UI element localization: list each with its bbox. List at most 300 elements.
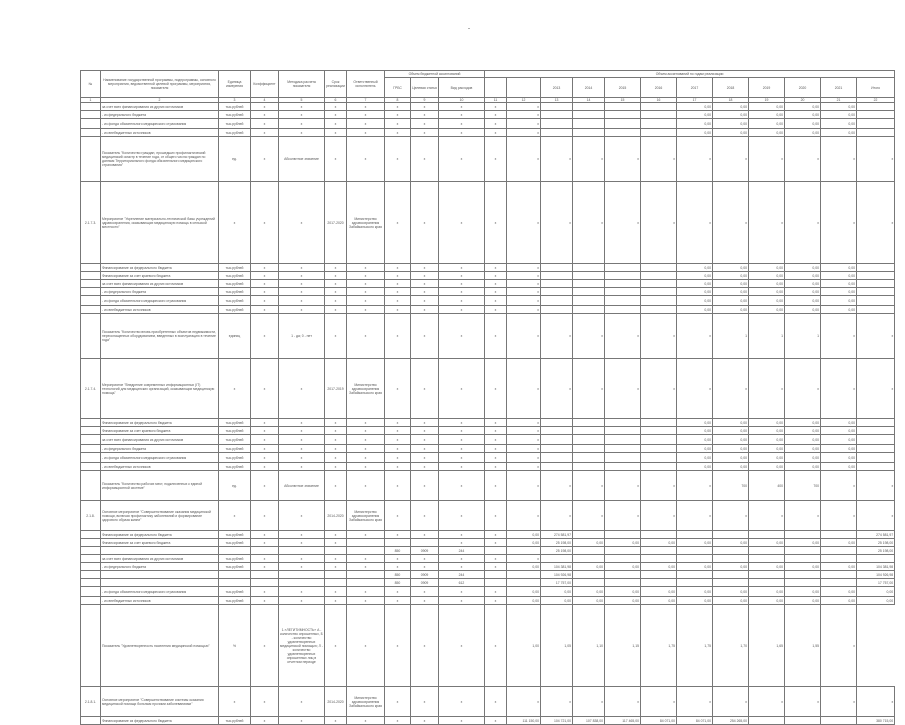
column-index-cell: 2	[101, 98, 219, 103]
table-cell: х	[325, 280, 347, 288]
table-cell: 0909	[411, 571, 439, 579]
table-cell: х	[485, 471, 507, 501]
table-cell: х	[279, 419, 325, 427]
table-cell: 0,00	[821, 280, 857, 288]
table-cell: х	[325, 531, 347, 539]
table-row	[81, 471, 895, 501]
table-cell: 104 381,98	[857, 563, 895, 571]
table-cell: х	[251, 587, 279, 597]
table-cell: х	[857, 314, 895, 359]
table-cell: х	[411, 264, 439, 272]
table-cell: х	[485, 296, 507, 306]
table-cell: 1,05	[541, 605, 573, 687]
row-number-cell	[81, 463, 101, 471]
table-cell: х	[347, 419, 385, 427]
table-cell: 0,00	[749, 272, 785, 280]
table-cell: 0,00	[785, 111, 821, 119]
table-cell	[821, 547, 857, 555]
table-cell	[605, 119, 641, 129]
table-cell	[541, 280, 573, 288]
row-number-cell	[81, 103, 101, 111]
table-cell: 0,00	[857, 597, 895, 605]
table-cell: х	[325, 296, 347, 306]
table-cell: х	[279, 129, 325, 137]
table-cell	[605, 453, 641, 463]
table-cell: х	[507, 687, 541, 717]
table-cell: х	[439, 563, 485, 571]
table-cell: х	[507, 463, 541, 471]
table-cell: тыс.рублей	[219, 272, 251, 280]
table-cell	[573, 129, 605, 137]
table-cell: х	[677, 471, 713, 501]
row-name-cell: Показатель "Удовлетворенность населения медицинской помощью"	[101, 605, 219, 687]
table-cell: 1,75	[677, 605, 713, 687]
table-cell: 0,00	[821, 272, 857, 280]
table-cell: х	[325, 272, 347, 280]
table-cell	[605, 531, 641, 539]
table-cell: х	[785, 137, 821, 182]
table-cell: х	[347, 288, 385, 296]
table-cell: х	[325, 453, 347, 463]
table-cell	[411, 539, 439, 547]
table-cell	[325, 547, 347, 555]
table-cell	[641, 571, 677, 579]
table-cell: 274 581,97	[857, 531, 895, 539]
page-marker: -	[468, 26, 470, 32]
table-row	[81, 605, 895, 687]
table-cell: х	[279, 264, 325, 272]
table-cell: х	[507, 501, 541, 531]
table-cell: 0,00	[785, 445, 821, 453]
table-row	[81, 435, 895, 445]
table-cell: 700	[785, 471, 821, 501]
table-cell: х	[251, 314, 279, 359]
table-cell	[573, 296, 605, 306]
table-cell: х	[251, 103, 279, 111]
table-cell: тыс.рублей	[219, 539, 251, 547]
table-cell	[573, 280, 605, 288]
row-number-cell	[81, 587, 101, 597]
table-cell	[347, 547, 385, 555]
table-row	[81, 182, 895, 264]
table-cell: х	[411, 137, 439, 182]
table-cell: х	[385, 445, 411, 453]
table-cell: 0,00	[713, 103, 749, 111]
table-cell	[485, 571, 507, 579]
table-cell: Абсолютное значение	[279, 137, 325, 182]
table-cell: х	[713, 687, 749, 717]
table-cell: х	[507, 272, 541, 280]
table-cell	[605, 288, 641, 296]
row-name-cell: - из фонда обязательного медицинского страхования	[101, 119, 219, 129]
table-cell: х	[251, 687, 279, 717]
table-cell	[641, 419, 677, 427]
table-cell: 0,00	[713, 264, 749, 272]
table-cell: 1,55	[785, 605, 821, 687]
table-cell: х	[485, 119, 507, 129]
table-cell: 0,00	[713, 129, 749, 137]
table-cell: тыс.рублей	[219, 717, 251, 725]
table-row	[81, 111, 895, 119]
table-cell: х	[251, 471, 279, 501]
table-cell: х	[507, 314, 541, 359]
row-name-cell: - из фонда обязательного медицинского страхования	[101, 453, 219, 463]
table-cell: х	[411, 463, 439, 471]
table-cell: х	[279, 597, 325, 605]
table-cell	[573, 264, 605, 272]
table-cell: х	[385, 137, 411, 182]
table-cell: х	[347, 435, 385, 445]
table-cell: х	[541, 359, 573, 419]
table-cell: х	[385, 687, 411, 717]
row-number-cell	[81, 272, 101, 280]
row-number-cell	[81, 296, 101, 306]
table-cell: 0,00	[821, 587, 857, 597]
table-cell	[605, 103, 641, 111]
table-cell: х	[411, 563, 439, 571]
table-cell	[507, 579, 541, 587]
table-cell	[641, 306, 677, 314]
table-cell: 0,00	[785, 103, 821, 111]
table-cell: х	[411, 419, 439, 427]
table-cell	[605, 571, 641, 579]
table-cell: х	[439, 306, 485, 314]
table-cell: 0,00	[821, 563, 857, 571]
table-cell: 0,00	[749, 111, 785, 119]
table-cell: х	[279, 182, 325, 264]
table-cell: 0,00	[713, 119, 749, 129]
table-cell: 0,00	[507, 531, 541, 539]
row-name-cell: Финансирование за счет краевого бюджета	[101, 539, 219, 547]
table-cell: х	[507, 471, 541, 501]
table-body	[81, 103, 895, 725]
table-cell: х	[385, 288, 411, 296]
table-cell: тыс.рублей	[219, 555, 251, 563]
table-cell: х	[251, 445, 279, 453]
table-cell	[573, 555, 605, 563]
table-cell	[641, 119, 677, 129]
table-cell: 0,00	[605, 539, 641, 547]
table-cell: х	[485, 182, 507, 264]
table-cell: х	[485, 359, 507, 419]
table-cell: 0,00	[677, 272, 713, 280]
table-cell: х	[411, 103, 439, 111]
header-unit: Единица измерения	[219, 71, 251, 98]
table-cell	[857, 555, 895, 563]
table-cell	[507, 547, 541, 555]
table-cell: х	[677, 314, 713, 359]
table-cell: х	[347, 445, 385, 453]
table-cell: 700	[713, 471, 749, 501]
table-cell: х	[507, 445, 541, 453]
table-cell	[749, 717, 785, 725]
table-cell: тыс.рублей	[219, 427, 251, 435]
row-number-cell	[81, 571, 101, 579]
table-cell	[279, 571, 325, 579]
table-cell	[605, 272, 641, 280]
table-cell: х	[485, 306, 507, 314]
table-row	[81, 419, 895, 427]
table-cell: х	[485, 111, 507, 119]
table-cell: х	[573, 687, 605, 717]
header-coef: Коэффициент	[251, 71, 279, 98]
column-index-cell: 22	[857, 98, 895, 103]
table-cell: 104 926,98	[857, 571, 895, 579]
table-cell: х	[439, 471, 485, 501]
table-cell	[641, 453, 677, 463]
table-cell	[641, 427, 677, 435]
table-cell: х	[439, 314, 485, 359]
table-cell: 1	[713, 314, 749, 359]
table-cell: х	[439, 111, 485, 119]
table-cell	[541, 555, 573, 563]
table-cell: х	[439, 427, 485, 435]
table-cell: х	[507, 419, 541, 427]
table-cell: 0,00	[821, 111, 857, 119]
table-cell: 0,00	[821, 296, 857, 306]
table-cell	[641, 445, 677, 453]
table-cell: х	[507, 359, 541, 419]
table-cell: 0,00	[785, 264, 821, 272]
table-cell	[677, 531, 713, 539]
table-cell: х	[251, 555, 279, 563]
table-cell: 1-«ЛЕГИТИМНОСТЬ» А - количество опрошенных, Б - количество удовлетворенных медицинской помощью; Л - количество удовлетворенных опрошенных лиц в отчетном периоде	[279, 605, 325, 687]
table-cell	[385, 539, 411, 547]
row-number-cell	[81, 435, 101, 445]
header-spacer	[507, 78, 541, 98]
table-cell: х	[251, 463, 279, 471]
table-cell	[541, 453, 573, 463]
table-cell: х	[411, 129, 439, 137]
table-cell: х	[411, 272, 439, 280]
table-cell	[677, 579, 713, 587]
column-index-cell: 18	[713, 98, 749, 103]
table-cell	[573, 435, 605, 445]
table-cell	[641, 129, 677, 137]
table-cell: х	[573, 314, 605, 359]
table-cell	[573, 571, 605, 579]
table-cell: х	[485, 103, 507, 111]
row-number-cell	[81, 717, 101, 725]
table-cell	[821, 579, 857, 587]
table-cell: х	[325, 137, 347, 182]
column-index-cell: 8	[385, 98, 411, 103]
table-cell: 0,00	[785, 129, 821, 137]
table-cell: х	[573, 359, 605, 419]
row-name-cell	[101, 547, 219, 555]
table-cell: х	[385, 111, 411, 119]
table-cell: 0,00	[713, 539, 749, 547]
table-cell: х	[347, 463, 385, 471]
table-cell: 0,00	[677, 539, 713, 547]
column-index-cell: 13	[541, 98, 573, 103]
table-row	[81, 137, 895, 182]
table-cell: х	[251, 280, 279, 288]
table-cell: х	[385, 471, 411, 501]
table-cell: х	[251, 597, 279, 605]
table-cell: х	[279, 531, 325, 539]
table-cell: 25 198,00	[857, 547, 895, 555]
table-cell: х	[411, 501, 439, 531]
table-cell: х	[325, 419, 347, 427]
table-cell	[219, 571, 251, 579]
table-cell: 0,00	[749, 587, 785, 597]
row-name-cell: Показатель "Количество рабочих мест, подключенных к единой информационной системе"	[101, 471, 219, 501]
table-cell: 0,00	[605, 587, 641, 597]
table-cell: 0,00	[677, 445, 713, 453]
table-cell: 1	[749, 314, 785, 359]
table-cell: 0,00	[749, 306, 785, 314]
table-cell	[325, 571, 347, 579]
table-cell: 0,00	[713, 419, 749, 427]
table-cell: х	[439, 103, 485, 111]
table-cell	[605, 280, 641, 288]
table-cell: х	[713, 359, 749, 419]
table-cell	[279, 579, 325, 587]
table-cell	[507, 571, 541, 579]
row-name-cell: за счет всех финансирования из других источников	[101, 103, 219, 111]
table-cell: 0,00	[605, 563, 641, 571]
column-index-cell: 20	[785, 98, 821, 103]
table-cell: х	[573, 137, 605, 182]
table-cell	[541, 103, 573, 111]
table-cell: х	[411, 359, 439, 419]
table-cell	[573, 579, 605, 587]
table-cell: х	[485, 605, 507, 687]
table-cell: х	[677, 501, 713, 531]
table-cell: х	[347, 129, 385, 137]
table-cell: тыс.рублей	[219, 264, 251, 272]
table-cell: 850	[385, 579, 411, 587]
table-cell: х	[325, 563, 347, 571]
table-cell: х	[507, 103, 541, 111]
row-number-cell	[81, 264, 101, 272]
table-cell: х	[325, 314, 347, 359]
document-sheet	[80, 70, 894, 723]
table-cell: х	[385, 597, 411, 605]
table-cell: 0,00	[785, 427, 821, 435]
table-cell: х	[677, 182, 713, 264]
column-index-cell: 5	[279, 98, 325, 103]
table-cell	[573, 453, 605, 463]
row-number-cell	[81, 306, 101, 314]
table-cell: х	[749, 359, 785, 419]
table-cell	[573, 119, 605, 129]
column-index-cell: 3	[219, 98, 251, 103]
table-cell: 244	[439, 547, 485, 555]
table-cell: х	[279, 359, 325, 419]
row-number-cell	[81, 605, 101, 687]
table-cell: 0,00	[713, 445, 749, 453]
table-cell: 0,00	[749, 563, 785, 571]
header-no: №	[81, 71, 101, 98]
table-cell: х	[605, 501, 641, 531]
row-number-cell	[81, 288, 101, 296]
table-cell: 0909	[411, 579, 439, 587]
table-cell: х	[347, 717, 385, 725]
table-cell: 0,00	[507, 563, 541, 571]
table-cell: х	[439, 137, 485, 182]
table-cell: 0,00	[677, 288, 713, 296]
table-cell: х	[439, 539, 485, 547]
table-cell: х	[325, 605, 347, 687]
table-cell: х	[507, 288, 541, 296]
table-cell: 0,00	[677, 129, 713, 137]
table-cell: х	[411, 427, 439, 435]
table-cell: 0,00	[785, 296, 821, 306]
table-cell: х	[411, 280, 439, 288]
row-name-cell: - из фонда обязательного медицинского страхования	[101, 296, 219, 306]
table-cell	[713, 579, 749, 587]
table-cell: х	[485, 563, 507, 571]
table-cell: х	[439, 272, 485, 280]
table-cell: х	[485, 129, 507, 137]
header-section: Целевая статья	[411, 78, 439, 98]
table-cell: х	[641, 182, 677, 264]
table-cell: х	[251, 137, 279, 182]
table-cell: 1,65	[749, 605, 785, 687]
table-cell: х	[279, 453, 325, 463]
row-number-cell	[81, 137, 101, 182]
table-cell	[485, 547, 507, 555]
row-number-cell	[81, 445, 101, 453]
table-cell: х	[857, 359, 895, 419]
column-index-cell: 7	[347, 98, 385, 103]
table-row	[81, 579, 895, 587]
table-row	[81, 687, 895, 717]
table-cell: х	[347, 272, 385, 280]
table-cell	[485, 579, 507, 587]
table-cell: х	[821, 501, 857, 531]
table-cell: х	[641, 314, 677, 359]
table-cell: х	[439, 419, 485, 427]
table-cell: 2017-2019	[325, 359, 347, 419]
table-cell: 0,00	[713, 272, 749, 280]
table-cell: 0909	[411, 547, 439, 555]
table-cell: х	[385, 182, 411, 264]
header-year: 2015	[605, 78, 641, 98]
column-index-cell: 15	[605, 98, 641, 103]
table-cell	[713, 571, 749, 579]
row-name-cell: Основное мероприятие "Совершенствование оказания медицинской помощи, включая профилактику заболеваний и формирование здорового образа жизни"	[101, 501, 219, 531]
table-cell: 254 265,00	[713, 717, 749, 725]
table-cell	[605, 306, 641, 314]
table-cell: 0,00	[785, 435, 821, 445]
table-cell	[605, 427, 641, 435]
table-cell: х	[507, 111, 541, 119]
table-cell: х	[439, 687, 485, 717]
table-cell: 0,00	[641, 597, 677, 605]
table-cell: х	[677, 359, 713, 419]
table-cell: 850	[385, 547, 411, 555]
table-cell: х	[279, 563, 325, 571]
table-cell: 0,00	[785, 587, 821, 597]
table-cell: х	[325, 129, 347, 137]
table-cell: х	[251, 435, 279, 445]
row-number-cell	[81, 111, 101, 119]
row-number-cell	[81, 129, 101, 137]
table-cell: х	[347, 296, 385, 306]
row-name-cell: Показатель "Количество граждан, прошедших профилактический медицинский осмотр в течение года, от общего числа граждан по данным Территориального фонда обязательного медицинского страхования"	[101, 137, 219, 182]
table-row	[81, 587, 895, 597]
table-row	[81, 272, 895, 280]
table-row	[81, 296, 895, 306]
table-row	[81, 531, 895, 539]
table-cell	[857, 445, 895, 453]
row-name-cell: - из внебюджетных источников	[101, 129, 219, 137]
table-cell: 0,00	[677, 419, 713, 427]
table-cell: х	[347, 555, 385, 563]
